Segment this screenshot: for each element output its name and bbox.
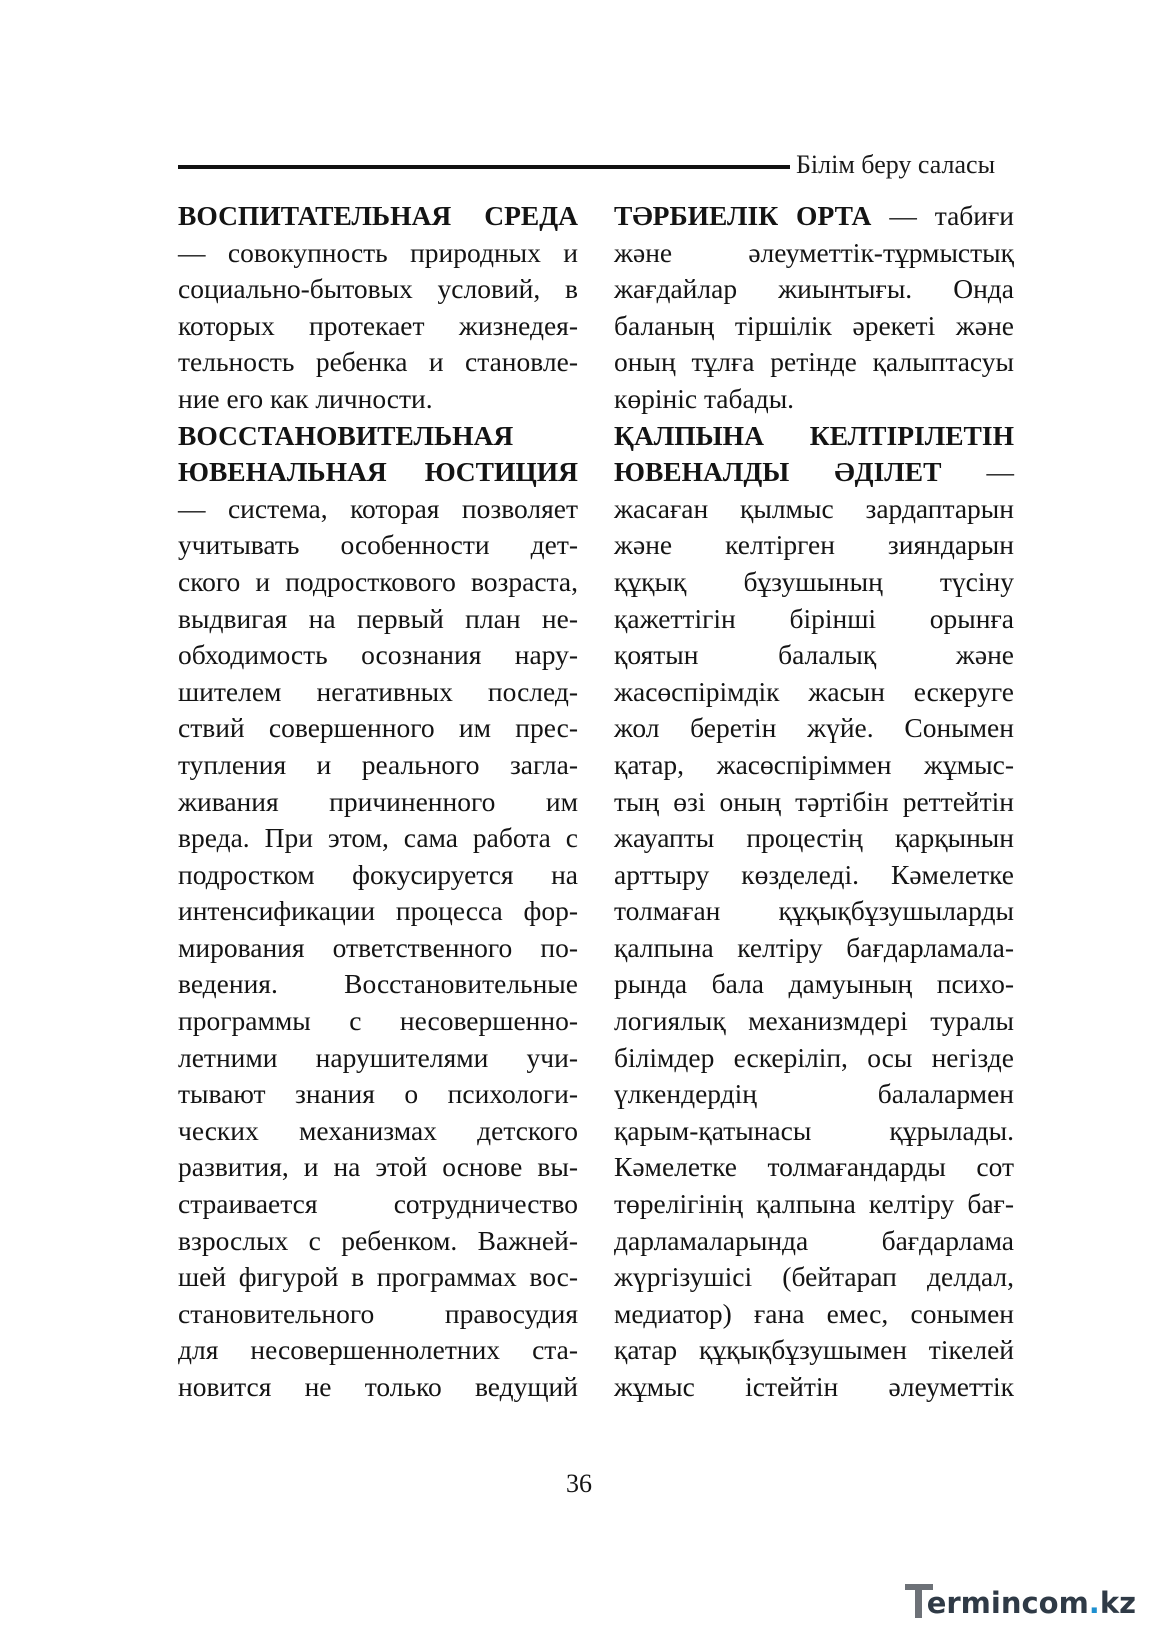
entry-definition-start: — табиғи bbox=[871, 200, 1015, 231]
entry-text-line: страивается сотрудничество bbox=[178, 1188, 578, 1220]
entry-text-line: становительного правосудия bbox=[178, 1297, 578, 1329]
entry-text-line: және әлеуметтік-тұрмыстық bbox=[614, 236, 1014, 268]
entry-text-line: медиатор) ғана емес, сонымен bbox=[614, 1297, 1014, 1329]
watermark-text: ermincom.kz bbox=[926, 1586, 1136, 1620]
entry-text-line: қажеттігін бірінші орынға bbox=[614, 602, 1014, 634]
right-column-kazakh bbox=[614, 198, 1014, 1406]
entry-text-line: көрініс табады. bbox=[614, 382, 795, 414]
entry-text-line: құқық бұзушының түсіну bbox=[614, 565, 1014, 597]
entry-text-line bbox=[614, 198, 1014, 235]
kazakh-term-entry bbox=[614, 198, 1014, 418]
entry-text-line: тың өзі оның тәртібін реттейтін bbox=[614, 785, 1014, 817]
entry-text-line: жүргізушісі (бейтарап делдал, bbox=[614, 1261, 1014, 1293]
entry-text-line: программы с несовершенно- bbox=[178, 1005, 578, 1037]
running-header: Білім беру саласы bbox=[796, 150, 996, 179]
entry-term: ТӘРБИЕЛІК ОРТА bbox=[614, 200, 872, 231]
entry-text-line: ствий совершенного им прес- bbox=[178, 712, 578, 744]
entry-term-line: ҚАЛПЫНА КЕЛТІРІЛЕТІН bbox=[614, 419, 1014, 451]
entry-text-line: қоятын балалық және bbox=[614, 639, 1014, 671]
entry-text-line: жасөспірімдік жасын ескеруге bbox=[614, 675, 1014, 707]
entry-text-line: және келтірген зияндарын bbox=[614, 529, 1014, 561]
entry-text-line: ского и подросткового возраста, bbox=[178, 565, 578, 597]
entry-text-line: взрослых с ребенком. Важней- bbox=[178, 1224, 578, 1256]
entry-term-line: ВОСПИТАТЕЛЬНАЯ СРЕДА bbox=[178, 200, 578, 231]
kazakh-term-entry bbox=[614, 418, 1014, 1406]
entry-text-line: ние его как личности. bbox=[178, 382, 433, 414]
entry-text-line: учитывать особенности дет- bbox=[178, 529, 578, 561]
entry-text-line: — совокупность природных и bbox=[178, 236, 578, 268]
entry-text-line: білімдер ескеріліп, осы негізде bbox=[614, 1041, 1014, 1073]
entry-text-line: қатар, жасөспіріммен жұмыс- bbox=[614, 748, 1014, 780]
header-rule bbox=[178, 165, 790, 169]
entry-text-line: қатар құқықбұзушымен тікелей bbox=[614, 1334, 1014, 1366]
entry-text-line: толмаған құқықбұзушыларды bbox=[614, 895, 1014, 927]
entry-text-line: төрелігінің қалпына келтіру бағ- bbox=[614, 1188, 1014, 1220]
entry-text-line: вреда. При этом, сама работа с bbox=[178, 822, 578, 854]
entry-text-line: логиялық механизмдері туралы bbox=[614, 1005, 1014, 1037]
entry-text-line bbox=[614, 454, 1014, 491]
entry-text-line: жауапты процестің қарқынын bbox=[614, 822, 1014, 854]
entry-text-line: үлкендердің балалармен bbox=[614, 1078, 1014, 1110]
entry-text-line: қалпына келтіру бағдарламала- bbox=[614, 931, 1014, 963]
entry-text-line: арттыру көзделеді. Кәмелетке bbox=[614, 858, 1014, 890]
entry-definition-start: — bbox=[941, 456, 1014, 488]
entry-text-line: новится не только ведущий bbox=[178, 1371, 578, 1402]
russian-term-entry bbox=[178, 418, 578, 1406]
russian-term-entry bbox=[178, 198, 578, 418]
page-number: 36 bbox=[566, 1469, 592, 1498]
entry-text-line: оның тұлға ретінде қалыптасуы bbox=[614, 346, 1014, 378]
entry-text-line: тельность ребенка и становле- bbox=[178, 346, 578, 378]
entry-term: ЮВЕНАЛДЫ ӘДІЛЕТ bbox=[614, 456, 942, 488]
entry-text-line: — система, которая позволяет bbox=[178, 492, 578, 524]
entry-text-line: социально-бытовых условий, в bbox=[178, 273, 578, 305]
entry-text-line: выдвигая на первый план не- bbox=[178, 602, 578, 634]
entry-text-line: баланың тіршілік әрекеті және bbox=[614, 309, 1014, 341]
entry-text-line: жағдайлар жиынтығы. Онда bbox=[614, 273, 1014, 305]
left-column-russian bbox=[178, 198, 578, 1406]
entry-text-line: обходимость осознания нару- bbox=[178, 639, 578, 671]
entry-text-line: которых протекает жизнедея- bbox=[178, 309, 578, 341]
entry-text-line: тывают знания о психологи- bbox=[178, 1078, 578, 1110]
entry-text-line: шей фигурой в программах вос- bbox=[178, 1261, 578, 1293]
entry-text-line: для несовершеннолетних ста- bbox=[178, 1334, 578, 1366]
entry-text-line: ческих механизмах детского bbox=[178, 1114, 578, 1146]
entry-text-line: рында бала дамуының психо- bbox=[614, 968, 1014, 1000]
entry-text-line: дарламаларында бағдарлама bbox=[614, 1224, 1014, 1256]
entry-text-line: жасаған қылмыс зардаптарын bbox=[614, 492, 1014, 524]
entry-term-line: ЮВЕНАЛЬНАЯ ЮСТИЦИЯ bbox=[178, 456, 578, 488]
entry-text-line: интенсификации процесса фор- bbox=[178, 895, 578, 927]
entry-text-line: тупления и реального загла- bbox=[178, 748, 578, 780]
entry-text-line: шителем негативных послед- bbox=[178, 675, 578, 707]
entry-text-line: подростком фокусируется на bbox=[178, 858, 578, 890]
entry-text-line: жол беретін жүйе. Сонымен bbox=[614, 712, 1014, 744]
entry-text-line: летними нарушителями учи- bbox=[178, 1041, 578, 1073]
termincom-watermark-logo bbox=[905, 1584, 1136, 1622]
entry-text-line: живания причиненного им bbox=[178, 785, 578, 817]
entry-term-line: ВОССТАНОВИТЕЛЬНАЯ bbox=[178, 419, 514, 451]
entry-text-line: ведения. Восстановительные bbox=[178, 968, 578, 1000]
entry-text-line: жұмыс істейтін әлеуметтік bbox=[614, 1371, 1014, 1402]
entry-text-line: Кәмелетке толмағандарды сот bbox=[614, 1151, 1014, 1183]
entry-text-line: развития, и на этой основе вы- bbox=[178, 1151, 578, 1183]
entry-text-line: қарым-қатынасы құрылады. bbox=[614, 1114, 1014, 1146]
entry-text-line: мирования ответственного по- bbox=[178, 931, 578, 963]
